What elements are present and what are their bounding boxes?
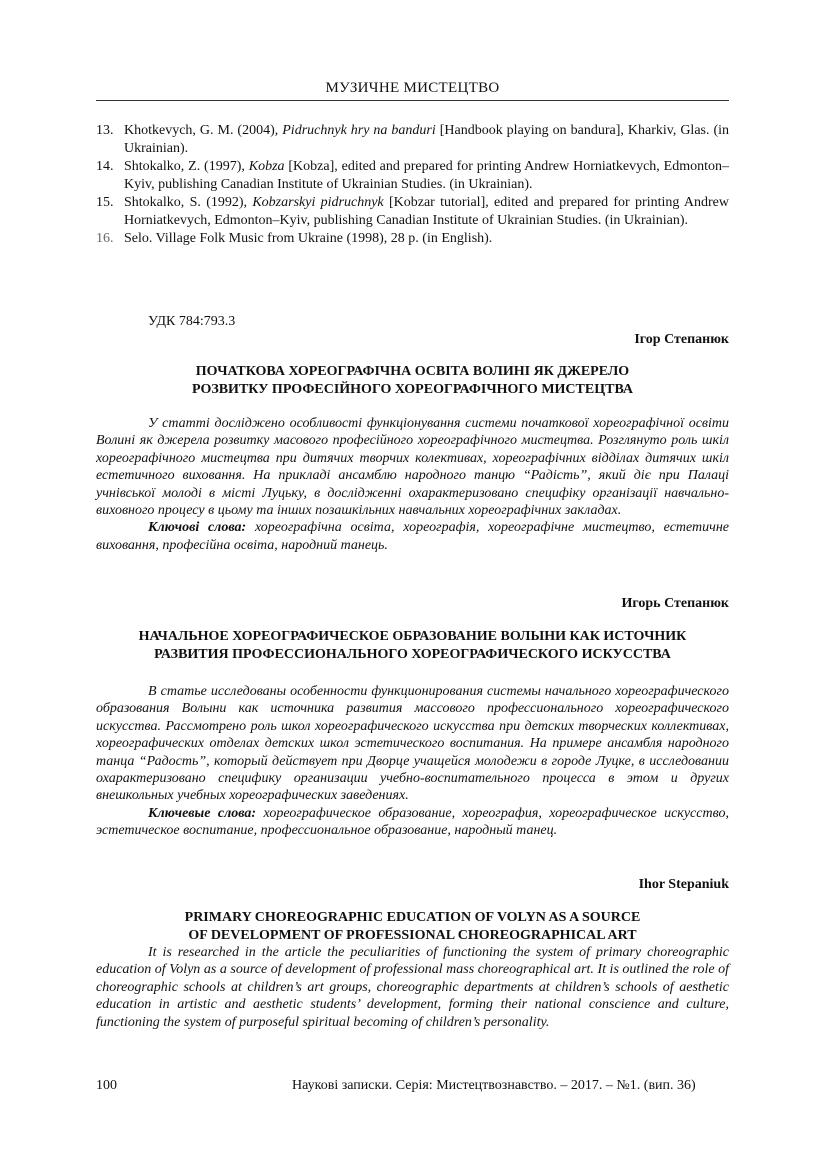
reference-number: 15. <box>96 195 114 210</box>
reference-item: 15. Shtokalko, S. (1992), Kobzarskyi pidruchnyk [Kobzar tutorial], edited and prepared for printing Andrew Horniatkevych, Edmonton–Kyiv, publishing Canadian Institute of Ukrainian Studies. (in Ukrainian). <box>96 195 729 228</box>
abstract-english <box>96 944 729 1031</box>
reference-list <box>96 122 729 248</box>
abstract-text: It is researched in the article the peculiarities of functioning the system of primary choreographic education of Volyn as a source of development of professional mass choreographical art. It is outlined the role of choreographic schools at children’s art groups, choreographic departments at children’s schools of aesthetic education in artistic and aesthetic students’ development, forming their national conscience and culture, functioning the system of purposeful spiritual becoming of children’s personality. <box>96 945 729 1030</box>
abstract-text: У статті досліджено особливості функціонування системи початкової хореографічної освіти Волині як джерела розвитку масового професійного хореографічного мистецтва. Розглянуто роль шкіл хореографічного мистецтва при дитячих творчих колективах, хореографічних відділах дитячих шкіл естетичного виховання. На прикладі ансамблю народного танцю “Радість”, який діє при Палаці учнівської молоді в місті Луцьку, в дослідженні охарактеризовано специфіку організації навчально-виховного процесу в цьому та інших позашкільних навчальних хореографічних закладах. <box>96 416 729 519</box>
keywords: Ключові слова: хореографічна освіта, хореографія, хореографічне мистецтво, естетичне виховання, професійна освіта, народний танець. <box>96 520 729 553</box>
keywords: Ключевые слова: хореографическое образование, хореография, хореографическое искусство, эстетическое воспитание, профессиональное образование, народный танец. <box>96 805 729 839</box>
title-english: PRIMARY CHOREOGRAPHIC EDUCATION OF VOLYN AS A SOURCE OF DEVELOPMENT OF PROFESSIONAL CHOREOGRAPHICAL ART <box>184 910 641 943</box>
abstract-ukrainian <box>96 415 729 554</box>
abstract-russian <box>96 683 729 840</box>
title-russian: НАЧАЛЬНОЕ ХОРЕОГРАФИЧЕСКОЕ ОБРАЗОВАНИЕ ВОЛЫНИ КАК ИСТОЧНИК РАЗВИТИЯ ПРОФЕССИОНАЛЬНОГО ХОРЕОГРАФИЧЕСКОГО ИСКУССТВА <box>138 629 687 662</box>
reference-item: 16. Selo. Village Folk Music from Ukraine (1998), 28 p. (in English). <box>96 231 493 246</box>
running-header: МУЗИЧНЕ МИСТЕЦТВО <box>325 80 500 96</box>
abstract-text: В статье исследованы особенности функционирования системы начального хореографического образования Волыни как источника развития массового профессионального хореографического искусства. Рассмотрено роль школ хореографического искусства при детских творческих коллективах, хореографических отделах детских школ эстетического воспитания. На примере ансамбля народного танца “Радость”, который действует при Дворце учащейся молодежи в городе Луцке, в исследовании охарактеризовано специфику организации учебно-воспитательного процесса в этом и других внешкольных учебных хореографических заведениях. <box>96 684 729 804</box>
reference-item: 14. Shtokalko, Z. (1997), Kobza [Kobza], edited and prepared for printing Andrew Horniatkevych, Edmonton–Kyiv, publishing Canadian Institute of Ukrainian Studies. (in Ukrainian). <box>96 159 729 192</box>
udc-code: УДК 784:793.3 <box>148 314 236 329</box>
keywords-label: Ключові слова: <box>148 520 247 536</box>
author-russian: Игорь Степанюк <box>621 596 729 611</box>
reference-number: 16. <box>96 231 114 246</box>
reference-item: 13. Khotkevych, G. M. (2004), Pidruchnyk hry na banduri [Handbook playing on bandura], Kharkiv, Glas. (in Ukrainian). <box>96 123 730 156</box>
journal-citation: Наукові записки. Серія: Мистецтвознавство. – 2017. – №1. (вип. 36) <box>292 1078 696 1093</box>
title-ukrainian: ПОЧАТКОВА ХОРЕОГРАФІЧНА ОСВІТА ВОЛИНІ ЯК ДЖЕРЕЛО РОЗВИТКУ ПРОФЕСІЙНОГО ХОРЕОГРАФІЧНОГО МИСТЕЦТВА <box>191 364 634 397</box>
author-english: Ihor Stepaniuk <box>638 877 729 892</box>
reference-number: 13. <box>96 123 114 138</box>
page <box>96 0 729 1169</box>
keywords-label: Ключевые слова: <box>148 805 257 821</box>
header-divider <box>96 100 729 101</box>
author-ukrainian: Ігор Степанюк <box>634 332 729 347</box>
page-number: 100 <box>96 1078 117 1093</box>
reference-number: 14. <box>96 159 114 174</box>
